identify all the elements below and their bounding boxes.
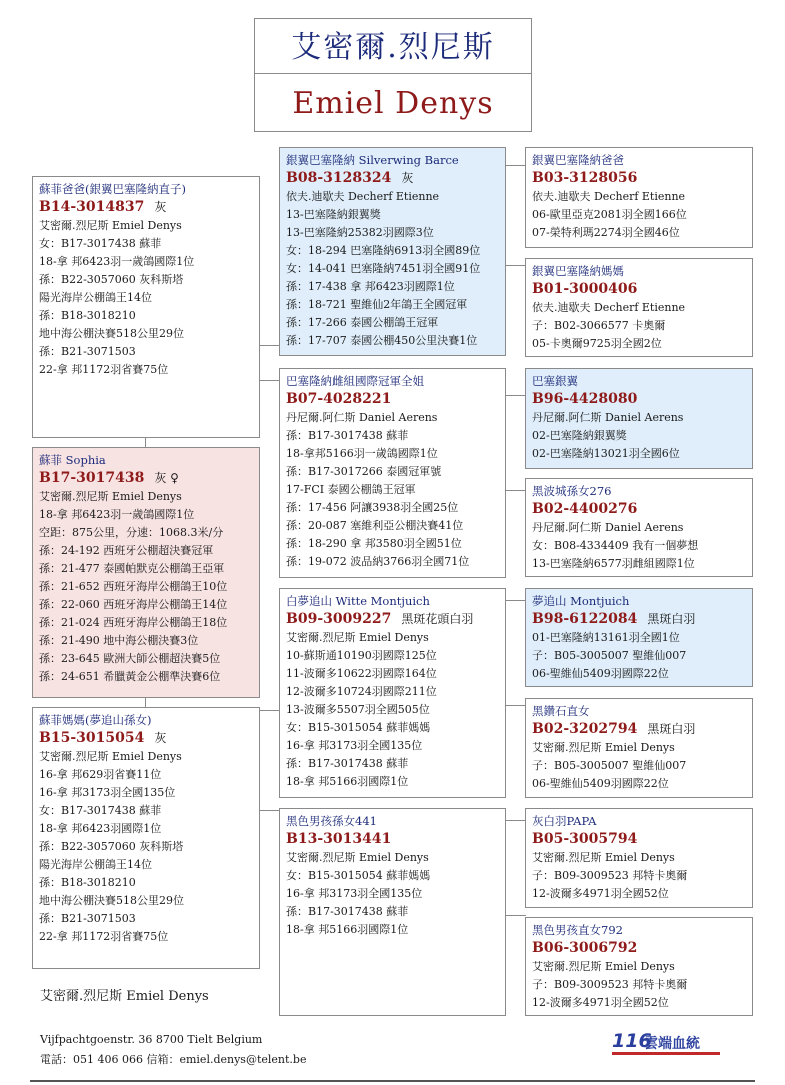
card-line: 子：B02-3066577 卡奧爾	[532, 319, 666, 332]
card-line: 孫：B21-3071503	[39, 912, 136, 925]
card-line: 艾密爾.烈尼斯 Emiel Denys	[286, 631, 429, 644]
card-line: 孫：B17-3017438 蘇菲	[286, 757, 409, 770]
color-sex: 黑斑白羽	[647, 722, 696, 736]
breeder-name-chinese: 艾密爾.烈尼斯	[255, 19, 531, 74]
connector-ss-to-parents	[505, 165, 526, 166]
card-line: 02-巴塞隆納13021羽全國6位	[532, 447, 680, 460]
card-line: 孫：21-490 地中海公棚決賽3位	[39, 634, 199, 647]
pedigree-card-sss	[525, 147, 753, 248]
card-line: 孫：B17-3017266 泰國冠軍號	[286, 465, 442, 478]
card-line: 孫：19-072 波品納3766羽全國71位	[286, 555, 470, 568]
card-line: 艾密爾.烈尼斯 Emiel Denys	[532, 851, 675, 864]
connector-dam-to-grandparents-2	[259, 810, 280, 811]
card-line: 孫：17-456 阿讓3938羽全國25位	[286, 501, 459, 514]
card-name: 黑鑽石直女	[532, 704, 590, 718]
pedigree-card-dam	[32, 707, 260, 969]
color-sex: 灰	[154, 731, 167, 745]
bottom-divider	[30, 1080, 755, 1082]
card-line: 孫：24-651 希臘黃金公棚準決賽6位	[39, 670, 221, 683]
card-line: 孫：B17-3017438 蘇菲	[286, 429, 409, 442]
card-line: 女：B17-3017438 蘇菲	[39, 237, 162, 250]
ring-number: B09-3009227 黑斑花頭白羽	[286, 611, 474, 627]
pedigree-card-ssd	[525, 258, 753, 357]
connector-ds-to-parents-2	[505, 705, 526, 706]
card-name: 蘇菲 Sophia	[39, 453, 106, 467]
card-line: 孫：22-060 西班牙海岸公棚鴿王14位	[39, 598, 228, 611]
pedigree-card-dsd	[525, 698, 753, 798]
logo-number: 116	[612, 1030, 652, 1052]
pedigree-card-dds	[525, 808, 753, 908]
connector-dd-to-parents	[505, 820, 526, 821]
card-line: 06-歐里亞克2081羽全國166位	[532, 208, 687, 221]
card-line: 子：B05-3005007 聖維仙007	[532, 649, 687, 662]
color-sex: 黑斑花頭白羽	[401, 612, 474, 626]
card-name: 夢追山 Montjuich	[532, 594, 630, 608]
ring-number: B02-4400276	[532, 501, 638, 517]
card-line: 丹尼爾.阿仁斯 Daniel Aerens	[532, 411, 684, 424]
card-line: 18-拿 邦6423羽一歲鴿國際1位	[39, 255, 195, 268]
card-line: 孫：B17-3017438 蘇菲	[286, 905, 409, 918]
card-line: 女：B17-3017438 蘇菲	[39, 804, 162, 817]
color-sex: 灰 ♀	[154, 471, 179, 485]
color-sex: 黑斑白羽	[647, 612, 696, 626]
card-line: 孫：B18-3018210	[39, 876, 136, 889]
card-line: 孫：18-290 拿 邦3580羽全國51位	[286, 537, 462, 550]
card-name: 銀翼巴塞隆納 Silverwing Barce	[286, 153, 459, 167]
card-line: 艾密爾.烈尼斯 Emiel Denys	[39, 490, 182, 503]
breeder-name-english: Emiel Denys	[292, 86, 494, 121]
ring-number: B02-3202794 黑斑白羽	[532, 721, 696, 737]
pedigree-card-sds	[525, 368, 753, 469]
card-line: 子：B09-3009523 邦特卡奧爾	[532, 869, 688, 882]
connector-dd-to-parents-2	[505, 915, 526, 916]
connector-sd-to-parents	[505, 395, 526, 396]
card-line: 16-拿 邦3173羽全國135位	[39, 786, 176, 799]
card-line: 女：B08-4334409 我有一個夢想	[532, 539, 699, 552]
card-line: 18-拿邦5166羽一歲鴿國際1位	[286, 447, 438, 460]
card-name: 銀翼巴塞隆納爸爸	[532, 153, 624, 167]
card-line: 空距：875公里，分速：1068.3米/分	[39, 526, 224, 539]
card-line: 孫：21-652 西班牙海岸公棚鴿王10位	[39, 580, 228, 593]
logo-underline	[612, 1052, 720, 1055]
card-line: 13-波爾多5507羽全國505位	[286, 703, 430, 716]
card-line: 孫：B21-3071503	[39, 345, 136, 358]
ring-number: B03-3128056	[532, 170, 638, 186]
card-line: 22-拿 邦1172羽省賽75位	[39, 930, 169, 943]
card-line: 女：B15-3015054 蘇菲媽媽	[286, 721, 431, 734]
card-line: 艾密爾.烈尼斯 Emiel Denys	[39, 750, 182, 763]
ring-number: B15-3015054 灰	[39, 730, 167, 746]
pedigree-card-dam-sire	[279, 588, 506, 798]
card-line: 孫：17-707 泰國公棚450公里決賽1位	[286, 334, 478, 347]
pedigree-card-ddd	[525, 917, 753, 1016]
connector-dam-to-grandparents	[259, 710, 280, 711]
pedigree-card-sire	[32, 176, 260, 438]
ring-number: B96-4428080	[532, 391, 638, 407]
card-name: 巴塞銀翼	[532, 374, 578, 388]
card-line: 12-波爾多10724羽國際211位	[286, 685, 437, 698]
card-line: 02-巴塞隆納銀翼獎	[532, 429, 627, 442]
ring-number: B06-3006792	[532, 940, 638, 956]
card-line: 女：B15-3015054 蘇菲媽媽	[286, 869, 431, 882]
card-line: 16-拿 邦3173羽全國135位	[286, 739, 423, 752]
pedigree-card-sdd	[525, 478, 753, 577]
card-line: 地中海公棚決賽518公里29位	[39, 894, 184, 907]
card-line: 子：B05-3005007 聖維仙007	[532, 759, 687, 772]
card-line: 艾密爾.烈尼斯 Emiel Denys	[532, 960, 675, 973]
card-line: 陽光海岸公棚鴿王14位	[39, 858, 152, 871]
card-line: 10-蘇斯通10190羽國際125位	[286, 649, 437, 662]
card-name: 黑色男孩直女792	[532, 923, 623, 937]
card-line: 孫：17-266 泰國公棚鴿王冠軍	[286, 316, 439, 329]
ring-number: B13-3013441	[286, 831, 392, 847]
pedigree-card-sire-dam	[279, 368, 506, 578]
card-line: 13-巴塞隆納銀翼獎	[286, 208, 381, 221]
card-line: 06-聖維仙5409羽國際22位	[532, 667, 669, 680]
logo-text: 雲端血統	[644, 1036, 700, 1052]
card-line: 丹尼爾.阿仁斯 Daniel Aerens	[286, 411, 438, 424]
ring-number: B17-3017438 灰 ♀	[39, 470, 179, 486]
card-line: 16-拿 邦3173羽全國135位	[286, 887, 423, 900]
card-line: 孫：24-192 西班牙公棚超決賽冠軍	[39, 544, 214, 557]
card-line: 孫：23-645 歐洲大師公棚超決賽5位	[39, 652, 221, 665]
connector-sd-to-parents-2	[505, 490, 526, 491]
connector-ss-to-parents-2	[505, 265, 526, 266]
card-line: 女：14-041 巴塞隆納7451羽全國91位	[286, 262, 481, 275]
pedigree-card-dss	[525, 588, 753, 687]
card-line: 05-卡奧爾9725羽全國2位	[532, 337, 662, 350]
owner-name: 艾密爾.烈尼斯 Emiel Denys	[40, 989, 209, 1004]
card-line: 11-波爾多10622羽國際164位	[286, 667, 437, 680]
card-line: 孫：B18-3018210	[39, 309, 136, 322]
card-line: 依夫.迪歇夫 Decherf Etienne	[286, 190, 440, 203]
card-line: 12-波爾多4971羽全國52位	[532, 996, 669, 1009]
ring-number: B01-3000406	[532, 281, 638, 297]
card-line: 18-拿 邦5166羽國際1位	[286, 923, 409, 936]
card-line: 06-聖維仙5409羽國際22位	[532, 777, 669, 790]
card-line: 13-巴塞隆納25382羽國際3位	[286, 226, 434, 239]
card-line: 07-榮特利瑪2274羽全國46位	[532, 226, 680, 239]
ring-number: B14-3014837 灰	[39, 199, 167, 215]
card-line: 艾密爾.烈尼斯 Emiel Denys	[39, 219, 182, 232]
card-name: 蘇菲媽媽(夢追山孫女)	[39, 713, 152, 727]
footer-address: Vijfpachtgoenstr. 36 8700 Tielt Belgium	[40, 1033, 263, 1046]
card-line: 女：18-294 巴塞隆納6913羽全國89位	[286, 244, 481, 257]
card-line: 丹尼爾.阿仁斯 Daniel Aerens	[532, 521, 684, 534]
pedigree-card-dam-dam	[279, 808, 506, 1016]
pedigree-card-subject	[32, 447, 260, 698]
card-line: 地中海公棚決賽518公里29位	[39, 327, 184, 340]
card-line: 01-巴塞隆納13161羽全國1位	[532, 631, 680, 644]
color-sex: 灰	[401, 171, 414, 185]
card-name: 灰白羽PAPA	[532, 814, 597, 828]
pedigree-card-sire-sire	[279, 147, 506, 356]
card-line: 17-FCI 泰國公棚鴿王冠軍	[286, 483, 416, 496]
card-line: 孫：B22-3057060 灰科斯塔	[39, 840, 184, 853]
card-line: 22-拿 邦1172羽省賽75位	[39, 363, 169, 376]
card-name: 巴塞隆納雌組國際冠軍全姐	[286, 374, 424, 388]
card-line: 依夫.迪歇夫 Decherf Etienne	[532, 190, 686, 203]
card-line: 孫：17-438 拿 邦6423羽國際1位	[286, 280, 455, 293]
card-line: 18-拿 邦6423羽國際1位	[39, 822, 162, 835]
card-name: 蘇菲爸爸(銀翼巴塞隆納直子)	[39, 182, 186, 196]
card-line: 孫：21-477 泰國帕默克公棚鴿王亞軍	[39, 562, 225, 575]
footer-contact: 電話：051 406 066 信箱：emiel.denys@telent.be	[40, 1053, 307, 1066]
ring-number: B05-3005794	[532, 831, 638, 847]
brand-logo	[612, 1030, 732, 1056]
card-name: 白夢追山 Witte Montjuich	[286, 594, 430, 608]
card-line: 孫：18-721 聖維仙2年鴿王全國冠軍	[286, 298, 468, 311]
card-line: 孫：B22-3057060 灰科斯塔	[39, 273, 184, 286]
card-line: 依夫.迪歇夫 Decherf Etienne	[532, 301, 686, 314]
connector-sire-to-grandparents-2	[259, 380, 280, 381]
ring-number: B98-6122084 黑斑白羽	[532, 611, 696, 627]
card-line: 孫：21-024 西班牙海岸公棚鴿王18位	[39, 616, 228, 629]
card-line: 陽光海岸公棚鴿王14位	[39, 291, 152, 304]
card-name: 黑色男孩孫女441	[286, 814, 377, 828]
connector-ds-to-parents	[505, 600, 526, 601]
card-line: 艾密爾.烈尼斯 Emiel Denys	[286, 851, 429, 864]
ring-number: B08-3128324 灰	[286, 170, 414, 186]
card-line: 18-拿 邦6423羽一歲鴿國際1位	[39, 508, 195, 521]
card-line: 12-波爾多4971羽全國52位	[532, 887, 669, 900]
card-line: 艾密爾.烈尼斯 Emiel Denys	[532, 741, 675, 754]
connector-sire-to-grandparents	[259, 345, 280, 346]
connector-sire-to-subject	[145, 437, 146, 447]
color-sex: 灰	[154, 200, 167, 214]
card-name: 黑波城孫女276	[532, 484, 612, 498]
card-name: 銀翼巴塞隆納媽媽	[532, 264, 624, 278]
ring-number: B07-4028221	[286, 391, 392, 407]
card-line: 16-拿 邦629羽省賽11位	[39, 768, 162, 781]
card-line: 13-巴塞隆納6577羽雌組國際1位	[532, 557, 695, 570]
connector-subject-to-dam	[145, 697, 146, 707]
card-line: 18-拿 邦5166羽國際1位	[286, 775, 409, 788]
card-line: 孫：20-087 塞維利亞公棚決賽41位	[286, 519, 464, 532]
pedigree-title-box	[254, 18, 532, 132]
card-line: 子：B09-3009523 邦特卡奧爾	[532, 978, 688, 991]
